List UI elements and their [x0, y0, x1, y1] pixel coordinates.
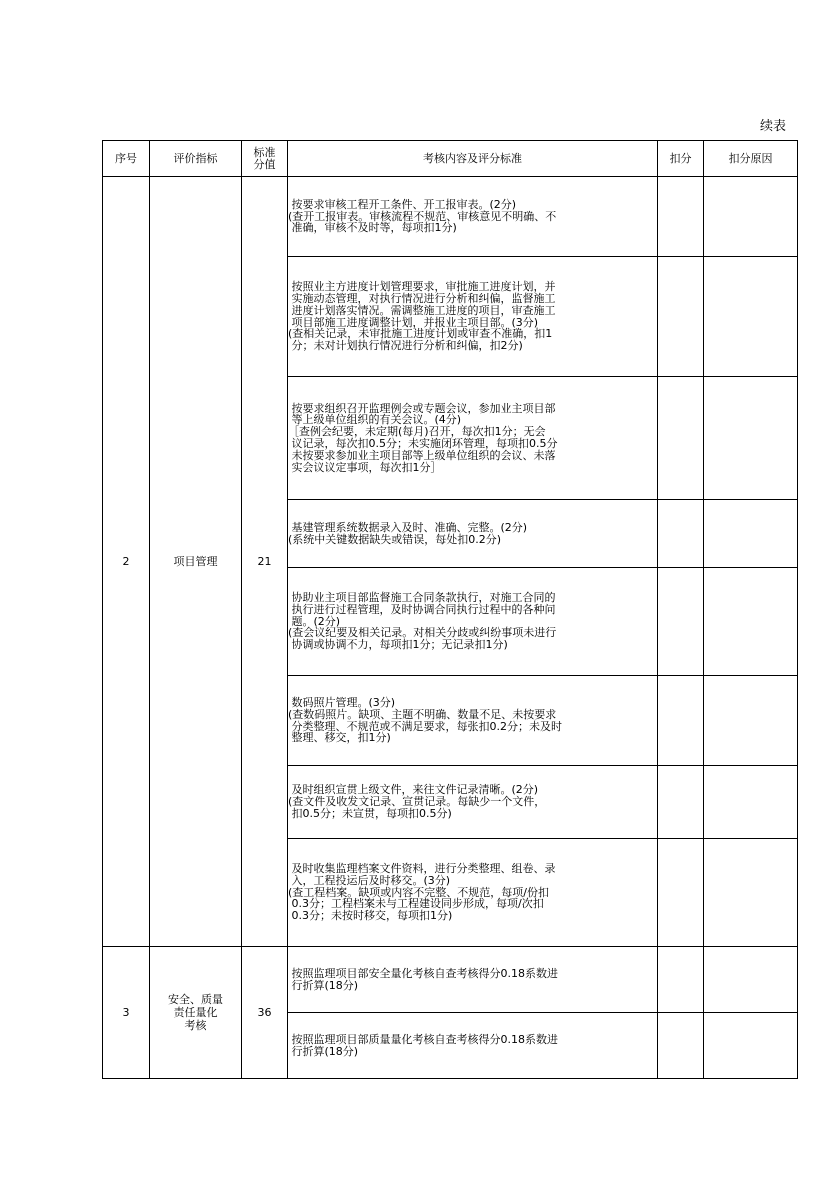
- group-score: 21: [242, 177, 288, 947]
- reason-cell[interactable]: [704, 947, 798, 1013]
- header-indicator: 评价指标: [150, 141, 242, 177]
- reason-cell[interactable]: [704, 676, 798, 766]
- continued-label: 续表: [759, 119, 786, 134]
- group-seq: 2: [103, 177, 150, 947]
- reason-cell[interactable]: [704, 568, 798, 676]
- reason-cell[interactable]: [704, 500, 798, 568]
- criteria-cell: 按要求审核工程开工条件、开工报审表。(2分) (查开工报审表。审核流程不规范、审核意见不明确、不 准确，审核不及时等，每项扣1分): [288, 177, 658, 257]
- deduction-cell[interactable]: [658, 257, 704, 377]
- criteria-cell: 按照业主方进度计划管理要求，审批施工进度计划，并 实施动态管理，对执行情况进行分析和纠偏，监督施工 进度计划落实情况。需调整施工进度的项目，审查施工 项目部施工进度调整计划，并报业主项目部。(3分) (查相关记录，未审批施工进度计划或审查不准确，扣1 分；未对计划执行情况进行分析和纠偏，扣2分): [288, 257, 658, 377]
- deduction-cell[interactable]: [658, 839, 704, 947]
- group-score: 36: [242, 947, 288, 1079]
- criteria-cell: 数码照片管理。(3分) (查数码照片。缺项、主题不明确、数量不足、未按要求 分类整理、不规范或不满足要求，每张扣0.2分；未及时 整理、移交，扣1分): [288, 676, 658, 766]
- reason-cell[interactable]: [704, 839, 798, 947]
- header-reason: 扣分原因: [704, 141, 798, 177]
- criteria-cell: 按照监理项目部安全量化考核自查考核得分0.18系数进 行折算(18分): [288, 947, 658, 1013]
- deduction-cell[interactable]: [658, 568, 704, 676]
- group-indicator: 项目管理: [150, 177, 242, 947]
- header-seq: 序号: [103, 141, 150, 177]
- reason-cell[interactable]: [704, 1013, 798, 1079]
- header-row: [103, 141, 798, 177]
- deduction-cell[interactable]: [658, 177, 704, 257]
- deduction-cell[interactable]: [658, 1013, 704, 1079]
- deduction-cell[interactable]: [658, 676, 704, 766]
- criteria-cell: 协助业主项目部监督施工合同条款执行，对施工合同的 执行进行过程管理，及时协调合同执行过程中的各种问 题。(2分) (查会议纪要及相关记录。对相关分歧或纠纷事项未进行 协调或协调不力，每项扣1分；无记录扣1分): [288, 568, 658, 676]
- criteria-cell: 及时组织宣贯上级文件，来往文件记录清晰。(2分) (查文件及收发文记录、宣贯记录。每缺少一个文件， 扣0.5分；未宣贯，每项扣0.5分): [288, 766, 658, 839]
- criteria-cell: 及时收集监理档案文件资料，进行分类整理、组卷、录 入，工程投运后及时移交。(3分) (查工程档案。缺项或内容不完整、不规范，每项/份扣 0.3分；工程档案未与工程建设同步形成，每项/次扣 0.3分；未按时移交，每项扣1分): [288, 839, 658, 947]
- group-seq: 3: [103, 947, 150, 1079]
- deduction-cell[interactable]: [658, 947, 704, 1013]
- reason-cell[interactable]: [704, 257, 798, 377]
- criteria-cell: 按要求组织召开监理例会或专题会议，参加业主项目部 等上级单位组织的有关会议。(4分) ［查例会纪要，未定期(每月)召开，每次扣1分；无会 议记录，每次扣0.5分；未实施闭环管理，每项扣0.5分 未按要求参加业主项目部等上级单位组织的会议、未落 实会议议定事项，每次扣1分］: [288, 377, 658, 500]
- deduction-cell[interactable]: [658, 377, 704, 500]
- table-row: [103, 947, 798, 1013]
- criteria-cell: 基建管理系统数据录入及时、准确、完整。(2分) (系统中关键数据缺失或错误，每处扣0.2分): [288, 500, 658, 568]
- reason-cell[interactable]: [704, 377, 798, 500]
- reason-cell[interactable]: [704, 177, 798, 257]
- group-indicator: 安全、质量 责任量化 考核: [150, 947, 242, 1079]
- header-criteria: 考核内容及评分标准: [288, 141, 658, 177]
- deduction-cell[interactable]: [658, 766, 704, 839]
- table-row: [103, 177, 798, 257]
- deduction-cell[interactable]: [658, 500, 704, 568]
- header-standard-score: 标准 分值: [242, 141, 288, 177]
- criteria-cell: 按照监理项目部质量量化考核自查考核得分0.18系数进 行折算(18分): [288, 1013, 658, 1079]
- header-deduction: 扣分: [658, 141, 704, 177]
- reason-cell[interactable]: [704, 766, 798, 839]
- evaluation-table: [102, 140, 798, 1079]
